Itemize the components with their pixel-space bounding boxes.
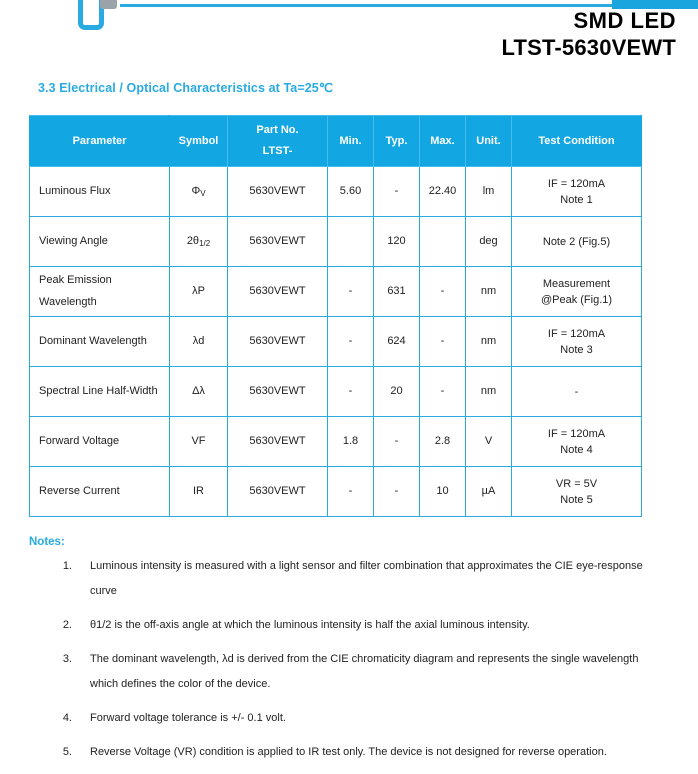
header-rule	[120, 4, 620, 7]
section-heading: 3.3 Electrical / Optical Characteristics at Ta=25℃	[38, 81, 333, 95]
note-item	[52, 613, 662, 638]
symbol-base: IR	[193, 485, 204, 497]
cell-test-condition	[512, 167, 642, 217]
cell-min	[328, 217, 374, 267]
cell-typ: -	[374, 417, 420, 467]
cell-typ: 120	[374, 217, 420, 267]
cell-min: 1.8	[328, 417, 374, 467]
symbol-base: λd	[192, 335, 205, 347]
test-condition-line1: Note 2 (Fig.5)	[542, 235, 611, 248]
symbol-base: Δλ	[192, 385, 205, 397]
cell-symbol	[170, 167, 228, 217]
test-condition-line2: @Peak (Fig.1)	[540, 293, 613, 306]
note-item	[52, 706, 662, 731]
test-condition-line2: Note 5	[560, 493, 593, 506]
cell-symbol	[170, 217, 228, 267]
cell-typ: 631	[374, 267, 420, 317]
cell-part-no: 5630VEWT	[228, 467, 328, 517]
cell-parameter: Spectral Line Half-Width	[30, 367, 170, 417]
cell-parameter: Dominant Wavelength	[30, 317, 170, 367]
cell-parameter-line1: Peak Emission	[39, 274, 112, 286]
note-marker: 5.	[62, 746, 72, 758]
table-row	[30, 217, 642, 267]
test-condition-line1: VR = 5V	[555, 477, 598, 490]
symbol-subscript: 1/2	[199, 239, 211, 248]
symbol-base: VF	[191, 435, 206, 447]
note-item	[52, 647, 662, 697]
cell-parameter: Viewing Angle	[30, 217, 170, 267]
note-text: Luminous intensity is measured with a light sensor and filter combination that approximates the CIE eye-response curve	[90, 560, 643, 597]
column-header-symbol: Symbol	[170, 116, 228, 167]
cell-symbol	[170, 367, 228, 417]
cell-part-no: 5630VEWT	[228, 417, 328, 467]
cell-typ: 20	[374, 367, 420, 417]
cell-max	[420, 217, 466, 267]
table-row	[30, 267, 642, 317]
column-header-parameter: Parameter	[30, 116, 170, 167]
cell-parameter-line2: Wavelength	[39, 296, 97, 308]
table-header-row	[30, 116, 642, 167]
cell-parameter: Reverse Current	[30, 467, 170, 517]
cell-max: -	[420, 267, 466, 317]
cell-max: -	[420, 367, 466, 417]
cell-part-no: 5630VEWT	[228, 367, 328, 417]
cell-test-condition	[512, 467, 642, 517]
part-no-label-line2: LTST-	[262, 145, 293, 157]
cell-unit: lm	[466, 167, 512, 217]
cell-typ: -	[374, 467, 420, 517]
table-body	[30, 167, 642, 517]
part-number-title: LTST-5630VEWT	[501, 35, 676, 60]
note-item	[52, 740, 662, 765]
cell-unit: V	[466, 417, 512, 467]
test-condition-line1: IF = 120mA	[547, 177, 606, 190]
note-text: Reverse Voltage (VR) condition is applied to IR test only. The device is not designed for reverse operation.	[90, 746, 607, 758]
cell-symbol	[170, 317, 228, 367]
test-condition-line2: Note 4	[560, 443, 593, 456]
notes-list	[52, 554, 662, 774]
cell-typ: -	[374, 167, 420, 217]
cell-max: 2.8	[420, 417, 466, 467]
cell-parameter: Forward Voltage	[30, 417, 170, 467]
note-marker: 1.	[62, 560, 72, 572]
table-row	[30, 367, 642, 417]
note-marker: 3.	[62, 653, 72, 665]
part-no-label-line1: Part No.	[256, 124, 299, 136]
cell-min: -	[328, 467, 374, 517]
note-marker: 4.	[62, 712, 72, 724]
table-row	[30, 317, 642, 367]
cell-typ: 624	[374, 317, 420, 367]
cell-symbol	[170, 467, 228, 517]
test-condition-line1: -	[574, 385, 579, 398]
cell-test-condition	[512, 317, 642, 367]
table-row	[30, 167, 642, 217]
note-text: θ1/2 is the off-axis angle at which the luminous intensity is half the axial luminous intensity.	[90, 619, 530, 631]
cell-min: -	[328, 317, 374, 367]
test-condition-line2: Note 1	[560, 193, 593, 206]
cell-min: -	[328, 267, 374, 317]
logo-tab-icon	[100, 0, 117, 9]
cell-max: 22.40	[420, 167, 466, 217]
cell-part-no: 5630VEWT	[228, 267, 328, 317]
test-condition-line1: IF = 120mA	[547, 427, 606, 440]
cell-max: 10	[420, 467, 466, 517]
test-condition-line1: IF = 120mA	[547, 327, 606, 340]
cell-min: -	[328, 367, 374, 417]
column-header-test-condition: Test Condition	[512, 116, 642, 167]
cell-unit: nm	[466, 317, 512, 367]
symbol-subscript: V	[200, 189, 206, 198]
symbol-base: 2θ	[186, 235, 200, 247]
cell-test-condition	[512, 367, 642, 417]
symbol-base: Φ	[191, 185, 201, 197]
product-category: SMD LED	[573, 8, 676, 33]
cell-part-no: 5630VEWT	[228, 167, 328, 217]
cell-unit: nm	[466, 367, 512, 417]
cell-symbol	[170, 267, 228, 317]
cell-parameter	[30, 267, 170, 317]
cell-test-condition	[512, 417, 642, 467]
cell-symbol	[170, 417, 228, 467]
test-condition-line2: Note 3	[560, 343, 593, 356]
note-text: The dominant wavelength, λd is derived from the CIE chromaticity diagram and represents the single wavelength which defines the color of the device.	[90, 653, 639, 690]
note-marker: 2.	[62, 619, 72, 631]
note-text: Forward voltage tolerance is +/- 0.1 volt.	[90, 712, 286, 724]
note-item	[52, 554, 662, 604]
cell-unit: µA	[466, 467, 512, 517]
test-condition-line1: Measurement	[542, 277, 611, 290]
electrical-optical-characteristics-table	[29, 115, 642, 517]
symbol-base: λP	[192, 285, 205, 297]
cell-part-no: 5630VEWT	[228, 217, 328, 267]
cell-unit: deg	[466, 217, 512, 267]
cell-test-condition	[512, 217, 642, 267]
cell-part-no: 5630VEWT	[228, 317, 328, 367]
column-header-max: Max.	[420, 116, 466, 167]
notes-title: Notes:	[29, 536, 65, 548]
table-row	[30, 417, 642, 467]
cell-max: -	[420, 317, 466, 367]
column-header-typ: Typ.	[374, 116, 420, 167]
document-title	[501, 8, 676, 61]
cell-min: 5.60	[328, 167, 374, 217]
cell-parameter: Luminous Flux	[30, 167, 170, 217]
column-header-min: Min.	[328, 116, 374, 167]
cell-test-condition	[512, 267, 642, 317]
table-row	[30, 467, 642, 517]
column-header-unit: Unit.	[466, 116, 512, 167]
cell-unit: nm	[466, 267, 512, 317]
column-header-part-no	[228, 116, 328, 167]
